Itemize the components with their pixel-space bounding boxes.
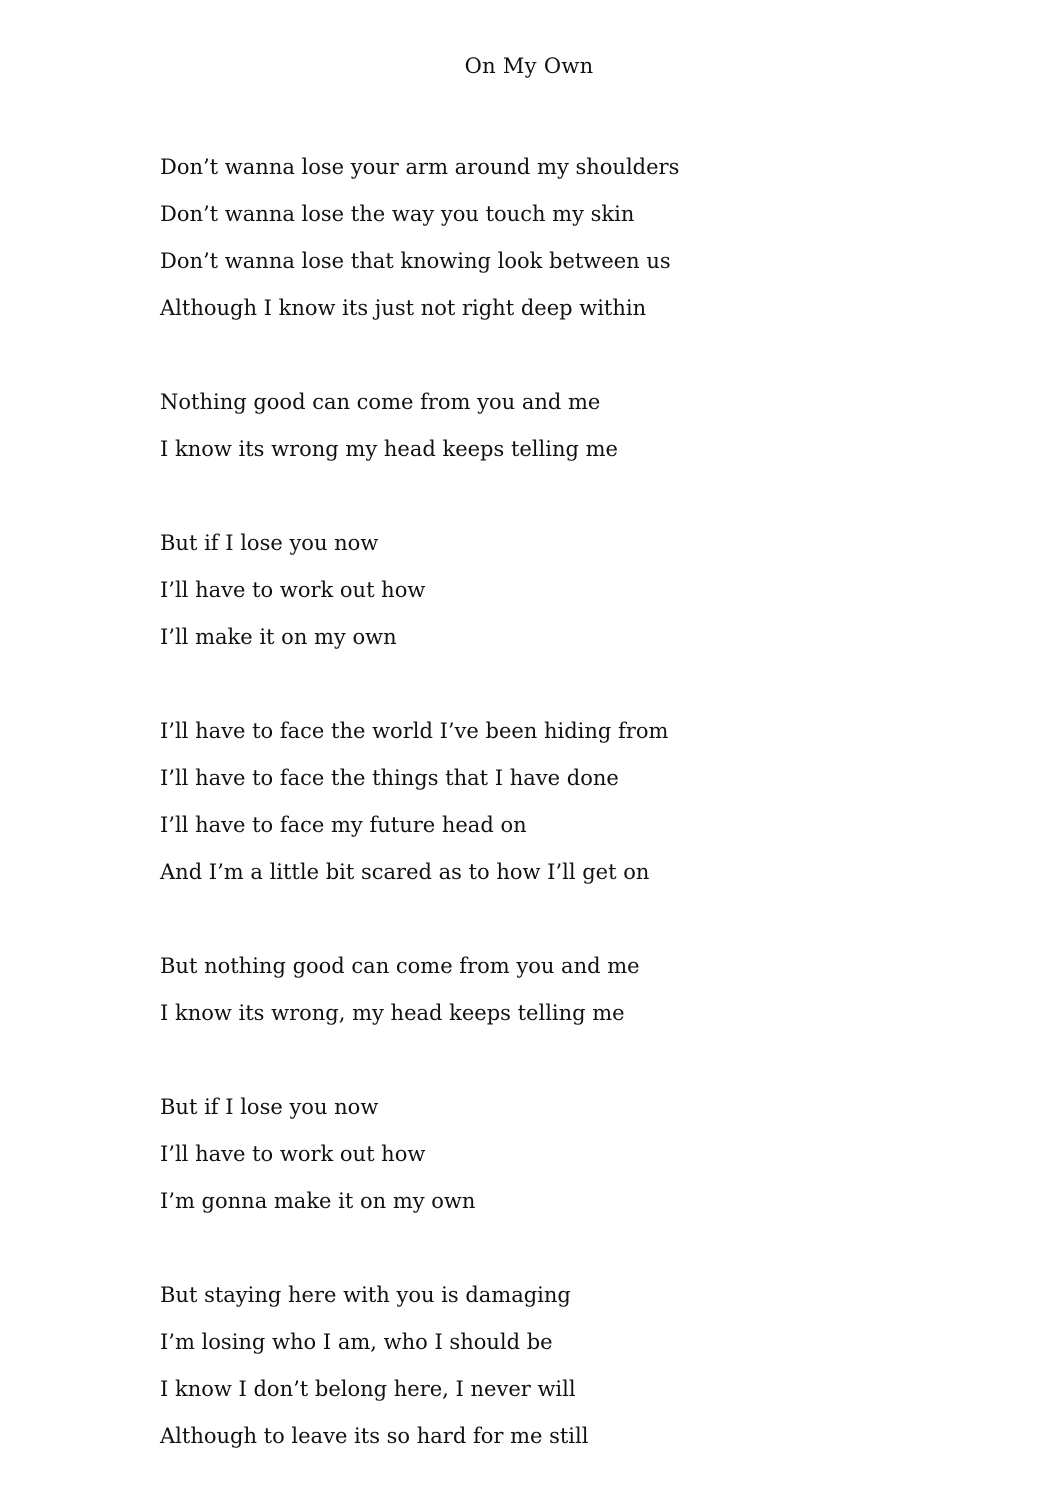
poem-line: I’ll have to face the things that I have done — [160, 766, 619, 790]
poem-line: I’ll have to face the world I’ve been hiding from — [160, 719, 669, 743]
stanza-6 — [160, 1084, 980, 1225]
stanza-7 — [160, 1272, 980, 1460]
stanza-4 — [160, 708, 980, 896]
poem-line: Don’t wanna lose the way you touch my skin — [160, 202, 635, 226]
poem-line: And I’m a little bit scared as to how I’ll get on — [160, 860, 650, 884]
poem-line: Don’t wanna lose that knowing look between us — [160, 249, 671, 273]
poem-line: But if I lose you now — [160, 1095, 379, 1119]
poem-line: But nothing good can come from you and me — [160, 954, 640, 978]
poem-line: I’ll have to work out how — [160, 1142, 426, 1166]
poem-line: I’ll have to work out how — [160, 578, 426, 602]
poem-line: But if I lose you now — [160, 531, 379, 555]
poem-line: Although to leave its so hard for me still — [160, 1424, 589, 1448]
poem-line: I’ll make it on my own — [160, 625, 397, 649]
page-title: On My Own — [464, 54, 594, 78]
stanza-3 — [160, 520, 980, 661]
stanza-2 — [160, 379, 980, 473]
poem-line: I’m gonna make it on my own — [160, 1189, 476, 1213]
poem-body — [160, 144, 980, 1507]
stanza-1 — [160, 144, 980, 332]
poem-line: I know its wrong, my head keeps telling me — [160, 1001, 625, 1025]
poem-line: I’ll have to face my future head on — [160, 813, 527, 837]
poem-line: I know its wrong my head keeps telling me — [160, 437, 618, 461]
poem-line: Although I know its just not right deep within — [160, 296, 647, 320]
poem-line: Nothing good can come from you and me — [160, 390, 601, 414]
poem-line: I’m losing who I am, who I should be — [160, 1330, 553, 1354]
poem-line: But staying here with you is damaging — [160, 1283, 571, 1307]
poem-line: I know I don’t belong here, I never will — [160, 1377, 576, 1401]
poem-line: Don’t wanna lose your arm around my shoulders — [160, 155, 680, 179]
stanza-5 — [160, 943, 980, 1037]
